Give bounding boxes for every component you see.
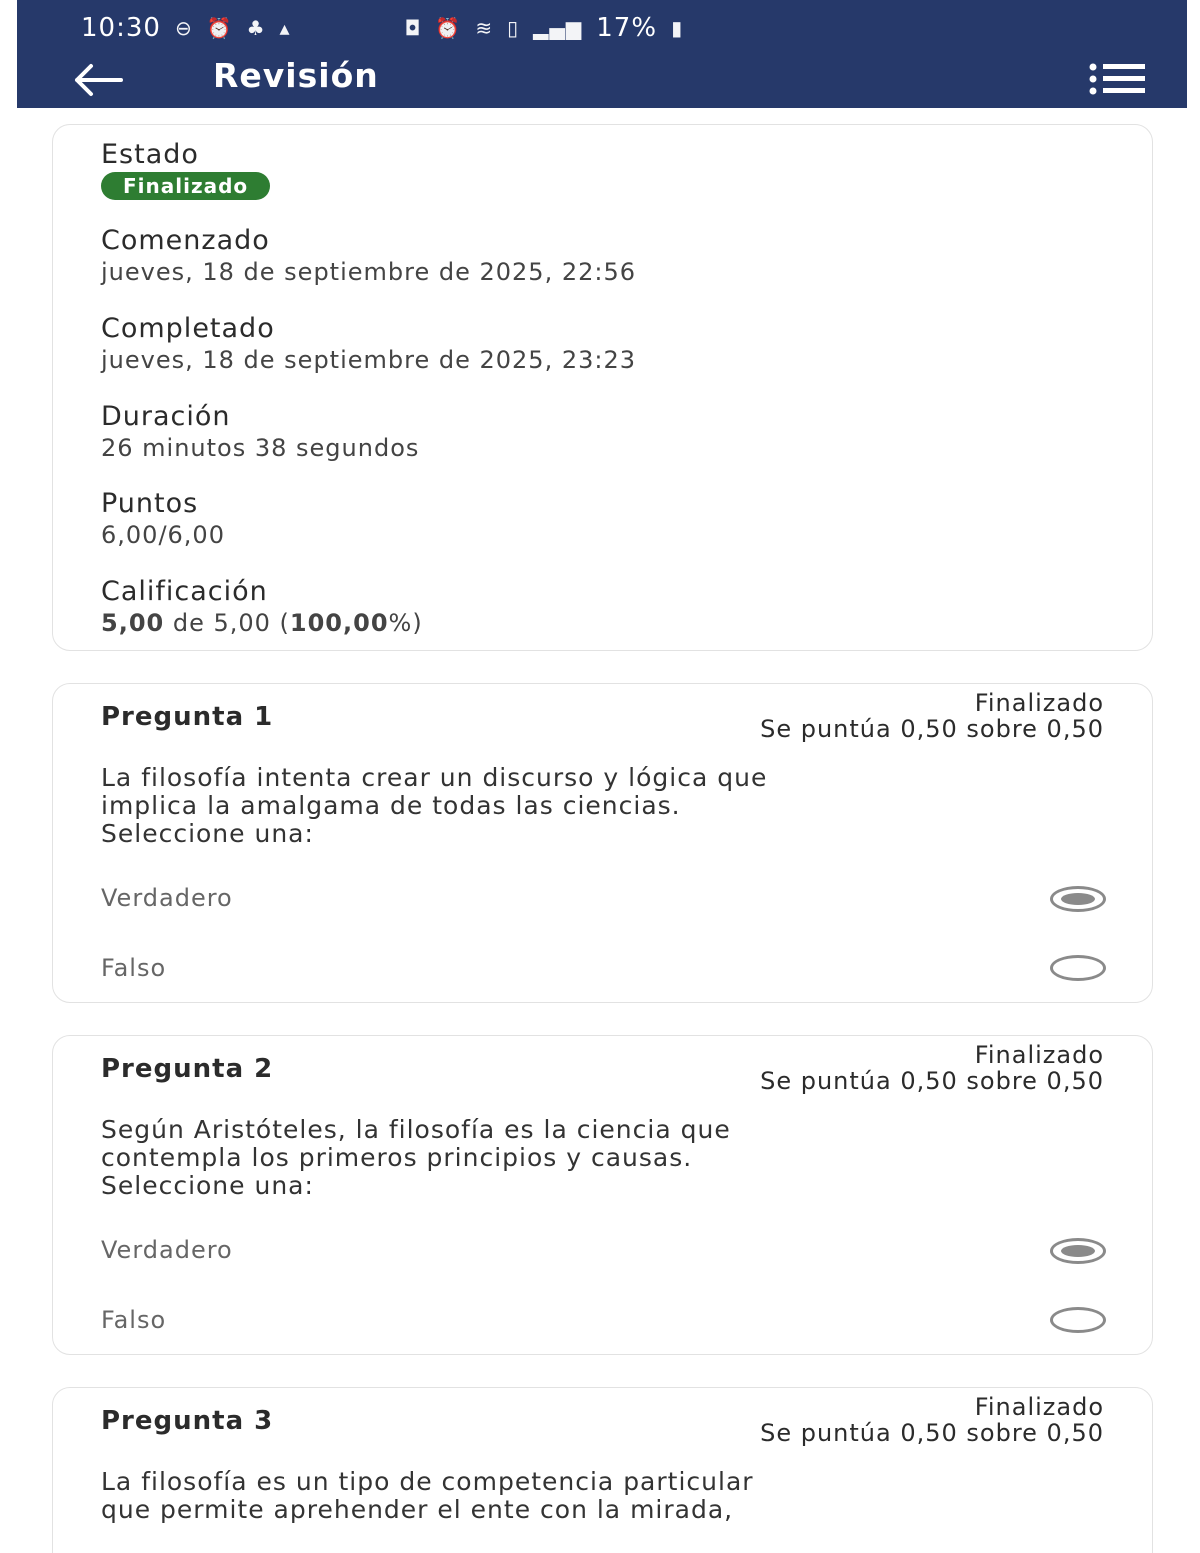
grade-field [101, 576, 423, 637]
option-false-label: Falso [101, 1306, 167, 1334]
question-score: Se puntúa 0,50 sobre 0,50 [760, 1067, 1104, 1095]
question-card-1 [52, 683, 1153, 1003]
minus-circle-icon: ⊖ [174, 16, 193, 40]
volte-icon: ▯ [507, 16, 520, 40]
option-true-label: Verdadero [101, 884, 233, 912]
started-field [101, 225, 636, 286]
question-prompt: Seleccione una: [101, 819, 314, 848]
option-false-label: Falso [101, 954, 167, 982]
status-bar [81, 12, 683, 44]
app-bar [17, 0, 1187, 108]
person-icon: ♣ [246, 16, 266, 40]
points-field [101, 488, 225, 549]
question-score: Se puntúa 0,50 sobre 0,50 [760, 1419, 1104, 1447]
state-label: Estado [101, 139, 199, 170]
signal-icon: ▴ [279, 16, 291, 40]
points-label: Puntos [101, 488, 199, 519]
question-text-line: La filosofía es un tipo de competencia particular [101, 1467, 754, 1496]
status-badge: Finalizado [101, 172, 270, 200]
question-card-2 [52, 1035, 1153, 1355]
question-text-line: Según Aristóteles, la filosofía es la ciencia que [101, 1115, 731, 1144]
question-text [101, 1116, 1081, 1200]
completed-field [101, 313, 636, 374]
question-prompt: Seleccione una: [101, 1171, 314, 1200]
state-field [101, 139, 270, 200]
option-true-radio[interactable] [1050, 1238, 1106, 1264]
question-title: Pregunta 1 [101, 702, 274, 732]
option-true-label: Verdadero [101, 1236, 233, 1264]
grade-score: 5,00 [101, 609, 165, 637]
started-value: jueves, 18 de septiembre de 2025, 22:56 [101, 258, 636, 286]
option-false-radio[interactable] [1050, 1307, 1106, 1333]
question-text [101, 764, 1081, 848]
question-card-3 [52, 1387, 1153, 1553]
question-state [760, 1042, 1104, 1094]
battery-icon: ▮ [671, 16, 684, 40]
alarm-icon: ⏰ [206, 16, 233, 40]
question-state [760, 1394, 1104, 1446]
question-title: Pregunta 3 [101, 1406, 274, 1436]
question-text-line: que permite aprehender el ente con la mirada, [101, 1495, 734, 1524]
grade-end: %) [388, 609, 423, 637]
alarm-icon: ⏰ [435, 16, 462, 40]
completed-label: Completado [101, 313, 275, 344]
started-label: Comenzado [101, 225, 270, 256]
grade-mid: de 5,00 ( [164, 609, 290, 637]
back-arrow-icon[interactable] [67, 60, 127, 100]
question-state [760, 690, 1104, 742]
attempt-summary-card [52, 124, 1153, 651]
question-text-line: La filosofía intenta crear un discurso y lógica que [101, 763, 768, 792]
question-title: Pregunta 2 [101, 1054, 274, 1084]
question-text [101, 1468, 1081, 1524]
completed-value: jueves, 18 de septiembre de 2025, 23:23 [101, 346, 636, 374]
signal-bars-icon: ▂▄▆ [533, 16, 583, 40]
option-false-radio[interactable] [1050, 955, 1106, 981]
grade-value [101, 609, 423, 637]
question-status: Finalizado [974, 1041, 1104, 1069]
page-title: Revisión [213, 56, 379, 95]
question-text-line: contempla los primeros principios y causas. [101, 1143, 693, 1172]
grade-percent: 100,00 [289, 609, 389, 637]
list-menu-icon[interactable] [1087, 62, 1147, 96]
duration-value: 26 minutos 38 segundos [101, 434, 420, 462]
status-time: 10:30 [81, 13, 161, 43]
wifi-icon: ≋ [475, 16, 494, 40]
duration-label: Duración [101, 401, 231, 432]
points-value: 6,00/6,00 [101, 521, 225, 549]
question-status: Finalizado [974, 1393, 1104, 1421]
duration-field [101, 401, 419, 462]
grade-label: Calificación [101, 576, 268, 607]
question-text-line: implica la amalgama de todas las ciencias. [101, 791, 681, 820]
camera-icon: ◘ [404, 16, 422, 40]
question-score: Se puntúa 0,50 sobre 0,50 [760, 715, 1104, 743]
battery-percent: 17% [596, 13, 658, 43]
question-status: Finalizado [974, 689, 1104, 717]
option-true-radio[interactable] [1050, 886, 1106, 912]
